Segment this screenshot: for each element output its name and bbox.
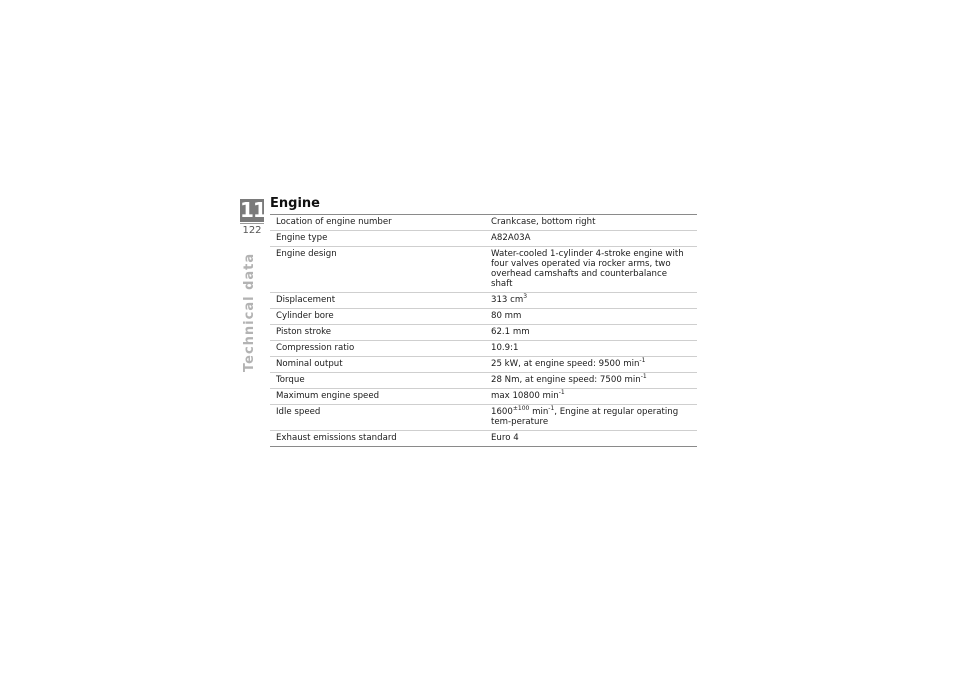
- spec-value-text: Crankcase, bottom right: [491, 217, 596, 227]
- table-row: [270, 325, 697, 341]
- table-row: [270, 389, 697, 405]
- spec-value: [481, 293, 697, 309]
- spec-label: Idle speed: [270, 405, 481, 431]
- spec-value-superscript: ±100: [512, 405, 530, 413]
- spec-label: Displacement: [270, 293, 481, 309]
- table-row: [270, 309, 697, 325]
- spec-label: Maximum engine speed: [270, 389, 481, 405]
- spec-value-superscript: -1: [558, 389, 565, 397]
- chapter-divider: [240, 223, 264, 224]
- spec-value: [481, 405, 697, 431]
- table-row: [270, 431, 697, 447]
- spec-label: Nominal output: [270, 357, 481, 373]
- spec-value-text: 10.9:1: [491, 343, 519, 353]
- spec-value: [481, 325, 697, 341]
- table-row: [270, 373, 697, 389]
- spec-value-text: , Engine at regular operating tem-perature: [491, 407, 679, 427]
- spec-label: Engine type: [270, 231, 481, 247]
- spec-label: Exhaust emissions standard: [270, 431, 481, 447]
- spec-value-superscript: -1: [639, 357, 646, 365]
- spec-value-text: min: [529, 407, 549, 417]
- spec-value-text: 25 kW, at engine speed: 9500 min: [491, 359, 640, 369]
- section-title: Engine: [270, 196, 320, 211]
- table-row: [270, 231, 697, 247]
- spec-value-superscript: -1: [548, 405, 555, 413]
- page-number: 122: [242, 225, 262, 236]
- spec-value-text: Euro 4: [491, 433, 519, 443]
- spec-label: Compression ratio: [270, 341, 481, 357]
- spec-value-text: A82A03A: [491, 233, 531, 243]
- spec-label: Torque: [270, 373, 481, 389]
- spec-value-text: 62.1 mm: [491, 327, 530, 337]
- spec-value: [481, 231, 697, 247]
- table-row: [270, 293, 697, 309]
- chapter-number: 11: [240, 198, 266, 222]
- spec-value: [481, 341, 697, 357]
- spec-value-text: max 10800 min: [491, 391, 559, 401]
- spec-value: [481, 309, 697, 325]
- spec-value-text: 80 mm: [491, 311, 522, 321]
- spec-table: [270, 214, 697, 447]
- spec-label: Cylinder bore: [270, 309, 481, 325]
- spec-value: [481, 373, 697, 389]
- chapter-title: Technical data: [242, 252, 257, 372]
- spec-value: [481, 357, 697, 373]
- spec-value-superscript: -1: [640, 373, 647, 381]
- spec-label: Engine design: [270, 247, 481, 293]
- spec-value-text: 28 Nm, at engine speed: 7500 min: [491, 375, 641, 385]
- table-row: [270, 247, 697, 293]
- table-row: [270, 357, 697, 373]
- spec-value: [481, 431, 697, 447]
- table-row: [270, 405, 697, 431]
- spec-value-superscript: 3: [523, 293, 528, 301]
- table-row: [270, 341, 697, 357]
- spec-label: Location of engine number: [270, 215, 481, 231]
- spec-label: Piston stroke: [270, 325, 481, 341]
- spec-value-text: 1600: [491, 407, 513, 417]
- spec-value-text: 313 cm: [491, 295, 524, 305]
- chapter-marker: [240, 199, 264, 239]
- spec-value: [481, 389, 697, 405]
- spec-value-text: Water-cooled 1-cylinder 4-stroke engine with four valves operated via rocker arms, two overhead camshafts and counterbalance shaft: [491, 249, 684, 289]
- spec-value: [481, 247, 697, 293]
- table-row: [270, 215, 697, 231]
- spec-value: [481, 215, 697, 231]
